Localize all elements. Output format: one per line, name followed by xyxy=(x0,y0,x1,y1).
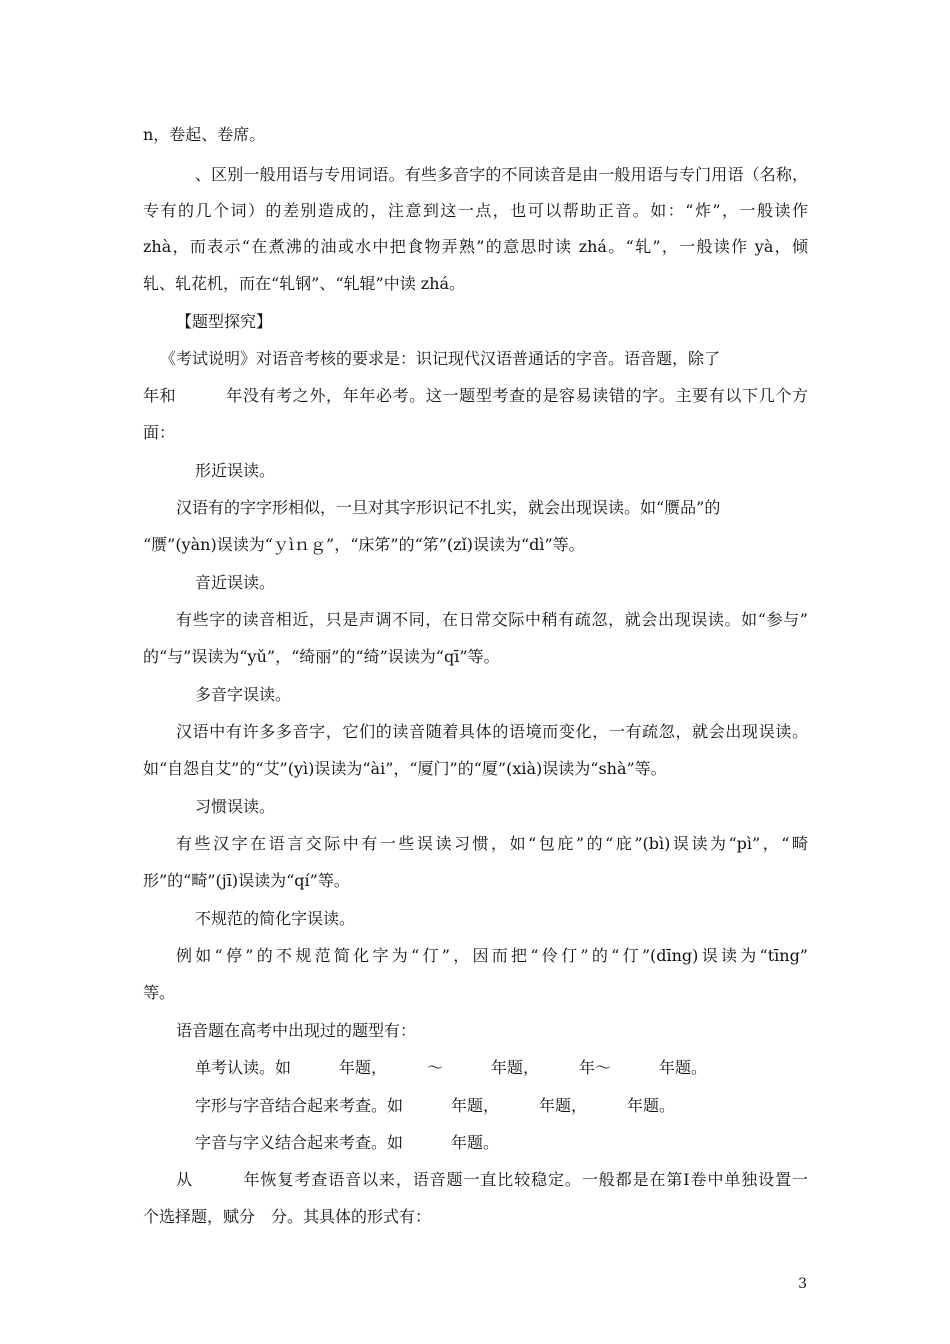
text-line: 《考试说明》对语音考核的要求是：识记现代汉语普通话的字音。语音题，除了 xyxy=(160,349,721,368)
text-line: 单考认读。如 年题， ～ 年题， 年～ 年题。 xyxy=(195,1058,708,1077)
section-heading: 【题型探究】 xyxy=(176,312,273,331)
text-line: zhà，而表示“在煮沸的油或水中把食物弄熟”的意思时读 zhá。“轧”，一般读作 yà，倾 xyxy=(143,237,808,256)
text-line: 汉语有的字字形相似，一旦对其字形识记不扎实，就会出现误读。如“赝品”的 xyxy=(176,498,721,517)
text-line: 等。 xyxy=(143,983,176,1002)
text-line: 面： xyxy=(143,423,176,442)
text-line: “赝”(yàn)误读为“ｙìｎｇ”，“床笫”的“笫”(zǐ)误读为“dì”等。 xyxy=(143,535,585,554)
text-line: 语音题在高考中出现过的题型有： xyxy=(176,1021,417,1040)
page-number: 3 xyxy=(798,1276,807,1292)
text-line: 专有的几个词）的差别造成的，注意到这一点，也可以帮助正音。如：“炸”，一般读作 xyxy=(143,201,808,220)
text-line: 字音与字义结合起来考查。如 年题。 xyxy=(195,1133,500,1152)
text-line: 形”的“畸”(jī)误读为“qí”等。 xyxy=(143,871,350,890)
text-line: 的“与”误读为“yǔ”，“绮丽”的“绮”误读为“qī”等。 xyxy=(143,647,500,666)
text-line: 、区别一般用语与专用词语。有些多音字的不同读音是由一般用语与专门用语（名称， xyxy=(195,165,808,184)
text-line: 如“自怨自艾”的“艾”(yì)误读为“ài”，“厦门”的“厦”(xià)误读为“shà”等。 xyxy=(143,759,667,778)
text-line: 有些汉字在语言交际中有一些误读习惯，如“包庇”的“庇”(bì)误读为“pì”，“畸 xyxy=(176,834,808,853)
subheading: 音近误读。 xyxy=(195,573,276,592)
text-line: 有些字的读音相近，只是声调不同，在日常交际中稍有疏忽，就会出现误读。如“参与” xyxy=(176,610,808,629)
subheading: 不规范的简化字误读。 xyxy=(195,909,356,928)
subheading: 多音字误读。 xyxy=(195,685,292,704)
text-line: 年和 年没有考之外，年年必考。这一题型考查的是容易读错的字。主要有以下几个方 xyxy=(143,386,808,405)
text-line: 汉语中有许多多音字，它们的读音随着具体的语境而变化，一有疏忽，就会出现误读。 xyxy=(176,722,808,741)
text-line: n，卷起、卷席。 xyxy=(143,125,266,144)
subheading: 习惯误读。 xyxy=(195,797,276,816)
text-line: 例如“停”的不规范简化字为“仃”，因而把“伶仃”的“仃”(dīng)误读为“tīng” xyxy=(176,946,808,965)
text-line: 轧、轧花机，而在“轧钢”、“轧辊”中读 zhá。 xyxy=(143,274,466,293)
text-line: 从 年恢复考查语音以来，语音题一直比较稳定。一般都是在第Ⅰ卷中单独设置一 xyxy=(176,1170,808,1189)
text-line: 个选择题，赋分 分。其具体的形式有： xyxy=(143,1207,432,1226)
subheading: 形近误读。 xyxy=(195,461,276,480)
text-line: 字形与字音结合起来考查。如 年题， 年题， 年题。 xyxy=(195,1096,676,1115)
